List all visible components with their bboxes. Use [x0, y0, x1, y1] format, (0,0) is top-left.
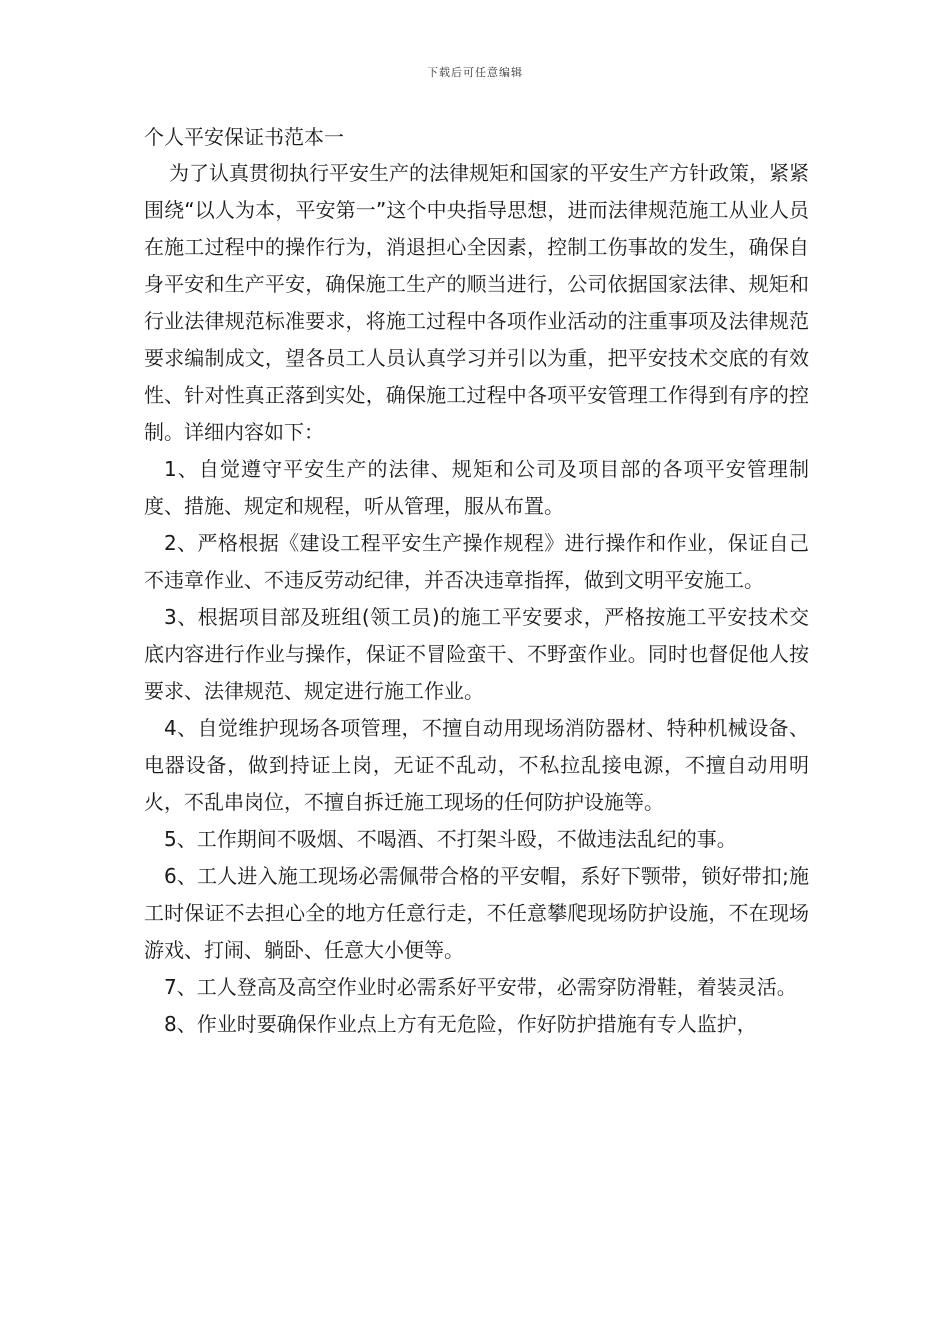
document-body: [144, 155, 809, 1043]
document-title: 个人平安保证书范本一: [144, 125, 344, 149]
item-paragraph-5: 5、工作期间不吸烟、不喝酒、不打架斗殴，不做违法乱纪的事。: [164, 827, 737, 851]
item-paragraph-2: 2、严格根据《建设工程平安生产操作规程》进行操作和作业，保证自己不违章作业、不违反劳动纪律，并否决违章指挥，做到文明平安施工。: [144, 531, 809, 592]
item-paragraph-3: 3、根据项目部及班组(领工员)的施工平安要求，严格按施工平安技术交底内容进行作业与操作，保证不冒险蛮干、不野蛮作业。同时也督促他人按要求、法律规范、规定进行施工作业。: [144, 605, 809, 703]
header-note: 下载后可任意编辑: [427, 66, 523, 79]
intro-paragraph: 为了认真贯彻执行平安生产的法律规矩和国家的平安生产方针政策，紧紧围绕“以人为本，平安第一”这个中央指导思想，进而法律规范施工从业人员在施工过程中的操作行为，消退担心全因素，控制工伤事故的发生，确保自身平安和生产平安，确保施工生产的顺当进行，公司依据国家法律、规矩和行业法律规范标准要求，将施工过程中各项作业活动的注重事项及法律规范要求编制成文，望各员工人员认真学习并引以为重，把平安技术交底的有效性、针对性真正落到实处，确保施工过程中各项平安管理工作得到有序的控制。详细内容如下：: [144, 161, 809, 444]
item-paragraph-8: 8、作业时要确保作业点上方有无危险，作好防护措施有专人监护，: [164, 1012, 757, 1036]
item-paragraph-6: 6、工人进入施工现场必需佩带合格的平安帽，系好下颚带，锁好带扣;施工时保证不去担心全的地方任意行走，不任意攀爬现场防护设施，不在现场游戏、打闹、躺卧、任意大小便等。: [144, 864, 809, 962]
item-paragraph-4: 4、自觉维护现场各项管理，不擅自动用现场消防器材、特种机械设备、电器设备，做到持证上岗，无证不乱动，不私拉乱接电源，不擅自动用明火，不乱串岗位，不擅自拆迁施工现场的任何防护设施等。: [144, 716, 809, 814]
item-paragraph-1: 1、自觉遵守平安生产的法律、规矩和公司及项目部的各项平安管理制度、措施、规定和规程，听从管理，服从布置。: [144, 457, 809, 518]
item-paragraph-7: 7、工人登高及高空作业时必需系好平安带，必需穿防滑鞋，着装灵活。: [164, 975, 797, 999]
